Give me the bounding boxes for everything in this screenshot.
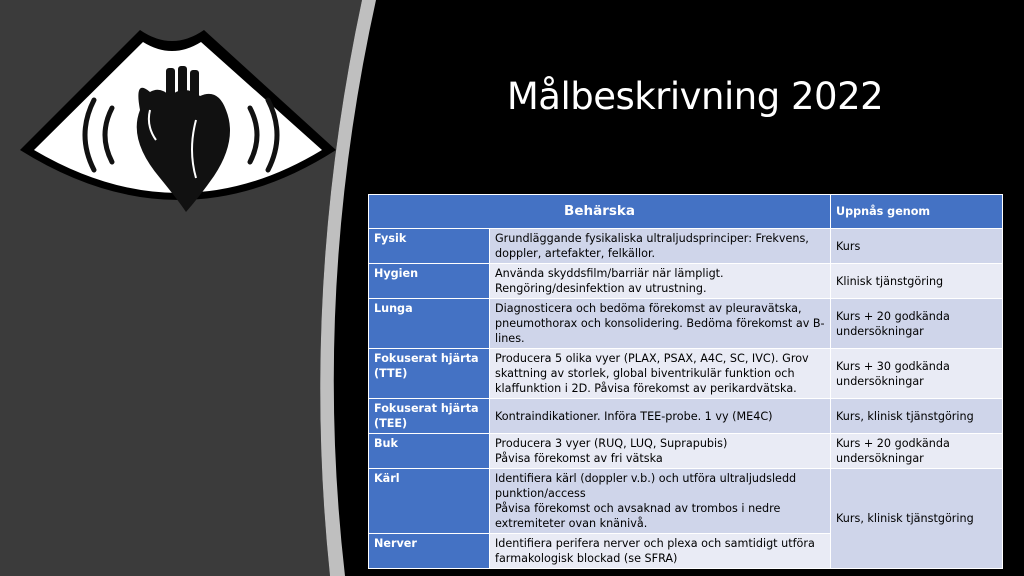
row-description: Identifiera perifera nerver och plexa och samtidigt utföra farmakologisk blockad (se SFRA) bbox=[490, 534, 831, 569]
row-description: Producera 5 olika vyer (PLAX, PSAX, A4C, SC, IVC). Grov skattning av storlek, global biventrikulär funktion och klaffunktion i 2D. Påvisa förekomst av perikardvätska. bbox=[490, 349, 831, 399]
slide-title: Målbeskrivning 2022 bbox=[506, 75, 884, 118]
row-topic: Fokuserat hjärta (TTE) bbox=[369, 349, 490, 399]
row-description: Kontraindikationer. Införa TEE-probe. 1 vy (ME4C) bbox=[490, 399, 831, 434]
table-row bbox=[369, 229, 1003, 264]
row-topic: Fysik bbox=[369, 229, 490, 264]
row-topic: Lunga bbox=[369, 299, 490, 349]
header-behärska: Behärska bbox=[369, 195, 831, 229]
goals-table bbox=[368, 194, 1003, 569]
row-topic: Nerver bbox=[369, 534, 490, 569]
row-achieved: Kurs + 30 godkända undersökningar bbox=[831, 349, 1003, 399]
table-row bbox=[369, 399, 1003, 434]
table-row bbox=[369, 264, 1003, 299]
table-row bbox=[369, 349, 1003, 399]
row-description: Grundläggande fysikaliska ultraljudsprinciper: Frekvens, doppler, artefakter, felkällor. bbox=[490, 229, 831, 264]
row-achieved: Kurs + 20 godkända undersökningar bbox=[831, 299, 1003, 349]
header-uppnas-genom: Uppnås genom bbox=[831, 195, 1003, 229]
row-description: Diagnosticera och bedöma förekomst av pleuravätska, pneumothorax och konsolidering. Bedöma förekomst av B- lines. bbox=[490, 299, 831, 349]
row-topic: Fokuserat hjärta (TEE) bbox=[369, 399, 490, 434]
row-achieved: Kurs, klinisk tjänstgöring bbox=[831, 469, 1003, 569]
table-row bbox=[369, 469, 1003, 534]
row-topic: Kärl bbox=[369, 469, 490, 534]
row-achieved: Kurs bbox=[831, 229, 1003, 264]
row-description: Identifiera kärl (doppler v.b.) och utföra ultraljudsledd punktion/access Påvisa förekomst och avsaknad av trombos i nedre extremiteter ovan knänivå. bbox=[490, 469, 831, 534]
table-row bbox=[369, 299, 1003, 349]
row-achieved: Kurs, klinisk tjänstgöring bbox=[831, 399, 1003, 434]
row-description: Producera 3 vyer (RUQ, LUQ, Suprapubis) Påvisa förekomst av fri vätska bbox=[490, 434, 831, 469]
row-topic: Hygien bbox=[369, 264, 490, 299]
table-header-row bbox=[369, 195, 1003, 229]
row-topic: Buk bbox=[369, 434, 490, 469]
row-achieved: Klinisk tjänstgöring bbox=[831, 264, 1003, 299]
row-achieved: Kurs + 20 godkända undersökningar bbox=[831, 434, 1003, 469]
table-row bbox=[369, 434, 1003, 469]
row-description: Använda skyddsfilm/barriär när lämpligt. Rengöring/desinfektion av utrustning. bbox=[490, 264, 831, 299]
